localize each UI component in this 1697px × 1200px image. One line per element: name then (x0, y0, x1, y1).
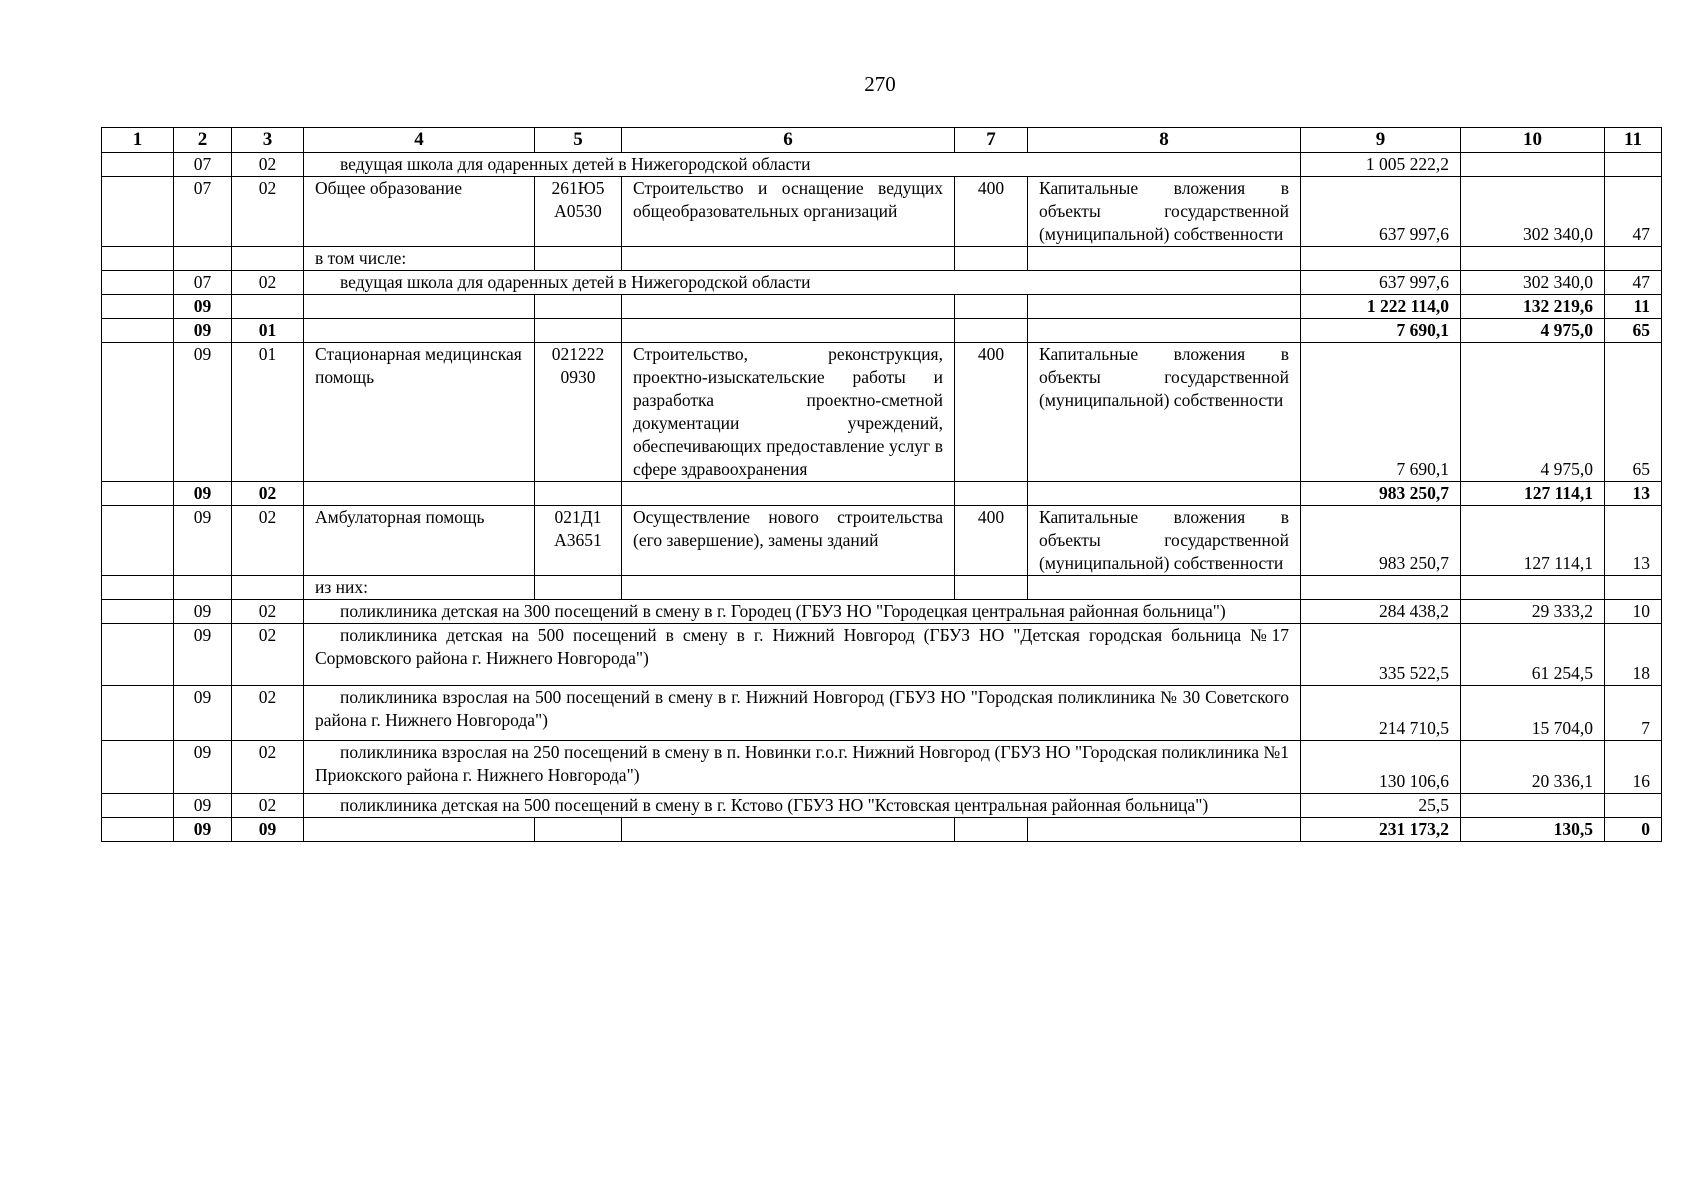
amount-col9 (1301, 576, 1461, 600)
section-code: 09 (174, 600, 232, 624)
amount-col9: 7 690,1 (1301, 343, 1461, 482)
percent-col11: 7 (1605, 686, 1662, 741)
target-article-name: Строительство и оснащение ведущих общеобразовательных организаций (622, 177, 955, 247)
section-code: 09 (174, 818, 232, 842)
subsection-code: 02 (232, 741, 304, 794)
subsection-code: 02 (232, 482, 304, 506)
expense-type-code: 400 (955, 506, 1028, 576)
amount-col9: 335 522,5 (1301, 624, 1461, 686)
section-code: 09 (174, 624, 232, 686)
expense-type-code: 400 (955, 343, 1028, 482)
percent-col11 (1605, 794, 1662, 818)
target-article-name (622, 319, 955, 343)
col-header: 7 (955, 128, 1028, 153)
amount-col9: 284 438,2 (1301, 600, 1461, 624)
percent-col11: 0 (1605, 818, 1662, 842)
target-article-code (535, 576, 622, 600)
subsection-name: Стационарная медицинская помощь (304, 343, 535, 482)
percent-col11 (1605, 153, 1662, 177)
amount-col9: 637 997,6 (1301, 271, 1461, 295)
section-code: 09 (174, 343, 232, 482)
table-row (102, 794, 1662, 818)
header-row (102, 128, 1662, 153)
target-article-name (622, 247, 955, 271)
target-article-code (535, 247, 622, 271)
table-row (102, 247, 1662, 271)
section-code: 09 (174, 482, 232, 506)
amount-col10 (1461, 576, 1605, 600)
table-row (102, 506, 1662, 576)
table-row (102, 686, 1662, 741)
percent-col11: 16 (1605, 741, 1662, 794)
target-article-code: 021222 0930 (535, 343, 622, 482)
object-name: поликлиника взрослая на 250 посещений в смену в п. Новинки г.о.г. Нижний Новгород (ГБУЗ НО "Городская поликлиника №1 Приокского района г. Нижнего Новгорода") (304, 741, 1301, 794)
amount-col9: 637 997,6 (1301, 177, 1461, 247)
object-name: поликлиника взрослая на 500 посещений в смену в г. Нижний Новгород (ГБУЗ НО "Городская поликлиника № 30 Советского района г. Нижнего Новгорода") (304, 686, 1301, 741)
amount-col9: 231 173,2 (1301, 818, 1461, 842)
percent-col11: 13 (1605, 506, 1662, 576)
target-article-code: 261Ю5 А0530 (535, 177, 622, 247)
section-code (174, 576, 232, 600)
percent-col11: 65 (1605, 319, 1662, 343)
section-code: 09 (174, 794, 232, 818)
table-row (102, 343, 1662, 482)
percent-col11: 47 (1605, 177, 1662, 247)
amount-col9: 1 222 114,0 (1301, 295, 1461, 319)
expense-type-code (955, 482, 1028, 506)
expense-type-name (1028, 576, 1301, 600)
table-row (102, 576, 1662, 600)
subsection-code: 02 (232, 794, 304, 818)
object-name: поликлиника детская на 500 посещений в смену в г. Нижний Новгород (ГБУЗ НО "Детская городская больница №17 Сормовского района г. Нижнего Новгорода") (304, 624, 1301, 686)
subsection-name: в том числе: (304, 247, 535, 271)
expense-type-name (1028, 247, 1301, 271)
target-article-name: Осуществление нового строительства (его завершение), замены зданий (622, 506, 955, 576)
expense-type-name (1028, 319, 1301, 343)
expense-type-code (955, 247, 1028, 271)
percent-col11 (1605, 576, 1662, 600)
section-code: 07 (174, 177, 232, 247)
section-code: 07 (174, 153, 232, 177)
amount-col9: 1 005 222,2 (1301, 153, 1461, 177)
amount-col9: 25,5 (1301, 794, 1461, 818)
amount-col10 (1461, 794, 1605, 818)
amount-col9: 983 250,7 (1301, 482, 1461, 506)
expense-type-code (955, 295, 1028, 319)
page-number: 270 (864, 72, 896, 96)
col-header: 4 (304, 128, 535, 153)
section-code: 09 (174, 506, 232, 576)
amount-col10: 132 219,6 (1461, 295, 1605, 319)
target-article-code (535, 319, 622, 343)
object-name: ведущая школа для одаренных детей в Нижегородской области (304, 153, 1301, 177)
subsection-name (304, 319, 535, 343)
table-row (102, 600, 1662, 624)
amount-col9 (1301, 247, 1461, 271)
expense-type-name: Капитальные вложения в объекты государственной (муниципальной) собственности (1028, 177, 1301, 247)
subsection-name (304, 818, 535, 842)
table-row (102, 624, 1662, 686)
col-header: 5 (535, 128, 622, 153)
subsection-code: 02 (232, 506, 304, 576)
section-code: 09 (174, 686, 232, 741)
section-code: 09 (174, 295, 232, 319)
table-row-total (102, 482, 1662, 506)
amount-col9: 130 106,6 (1301, 741, 1461, 794)
section-code: 09 (174, 319, 232, 343)
table-row (102, 741, 1662, 794)
col-header: 3 (232, 128, 304, 153)
col-header: 8 (1028, 128, 1301, 153)
target-article-code (535, 818, 622, 842)
col-header: 9 (1301, 128, 1461, 153)
subsection-code: 01 (232, 343, 304, 482)
percent-col11: 11 (1605, 295, 1662, 319)
target-article-code: 021Д1 А3651 (535, 506, 622, 576)
amount-col9: 214 710,5 (1301, 686, 1461, 741)
expense-type-code: 400 (955, 177, 1028, 247)
col-header: 10 (1461, 128, 1605, 153)
expense-type-name (1028, 295, 1301, 319)
expense-type-code (955, 319, 1028, 343)
subsection-name (304, 295, 535, 319)
col-header: 6 (622, 128, 955, 153)
amount-col10: 61 254,5 (1461, 624, 1605, 686)
target-article-name (622, 295, 955, 319)
amount-col10 (1461, 153, 1605, 177)
table-row (102, 177, 1662, 247)
expense-type-name (1028, 482, 1301, 506)
subsection-code: 02 (232, 271, 304, 295)
subsection-code: 02 (232, 177, 304, 247)
subsection-code: 02 (232, 153, 304, 177)
amount-col9: 983 250,7 (1301, 506, 1461, 576)
amount-col10: 15 704,0 (1461, 686, 1605, 741)
percent-col11: 65 (1605, 343, 1662, 482)
subsection-code: 09 (232, 818, 304, 842)
section-code (174, 247, 232, 271)
object-name: поликлиника детская на 500 посещений в смену в г. Кстово (ГБУЗ НО "Кстовская центральная районная больница") (304, 794, 1301, 818)
target-article-name (622, 482, 955, 506)
target-article-name: Строительство, реконструкция, проектно-изыскательские работы и разработка проектно-сметной документации учреждений, обеспечивающих предоставление услуг в сфере здравоохранения (622, 343, 955, 482)
amount-col10: 20 336,1 (1461, 741, 1605, 794)
amount-col10: 127 114,1 (1461, 506, 1605, 576)
percent-col11: 13 (1605, 482, 1662, 506)
subsection-code (232, 295, 304, 319)
amount-col10 (1461, 247, 1605, 271)
target-article-code (535, 295, 622, 319)
subsection-code: 02 (232, 600, 304, 624)
subsection-code: 02 (232, 624, 304, 686)
table-row-total (102, 818, 1662, 842)
amount-col10: 29 333,2 (1461, 600, 1605, 624)
budget-table (101, 127, 1662, 842)
amount-col10: 302 340,0 (1461, 177, 1605, 247)
subsection-code: 02 (232, 686, 304, 741)
col-header: 2 (174, 128, 232, 153)
table-row (102, 271, 1662, 295)
section-code: 07 (174, 271, 232, 295)
target-article-name (622, 576, 955, 600)
amount-col10: 4 975,0 (1461, 319, 1605, 343)
subsection-name: из них: (304, 576, 535, 600)
expense-type-code (955, 576, 1028, 600)
subsection-name (304, 482, 535, 506)
object-name: ведущая школа для одаренных детей в Нижегородской области (304, 271, 1301, 295)
table-row (102, 153, 1662, 177)
percent-col11 (1605, 247, 1662, 271)
subsection-name: Амбулаторная помощь (304, 506, 535, 576)
amount-col10: 302 340,0 (1461, 271, 1605, 295)
amount-col10: 127 114,1 (1461, 482, 1605, 506)
expense-type-code (955, 818, 1028, 842)
percent-col11: 10 (1605, 600, 1662, 624)
section-code: 09 (174, 741, 232, 794)
expense-type-name (1028, 818, 1301, 842)
expense-type-name: Капитальные вложения в объекты государственной (муниципальной) собственности (1028, 506, 1301, 576)
target-article-name (622, 818, 955, 842)
col-header: 11 (1605, 128, 1662, 153)
amount-col9: 7 690,1 (1301, 319, 1461, 343)
subsection-code: 01 (232, 319, 304, 343)
table-row-total (102, 295, 1662, 319)
percent-col11: 18 (1605, 624, 1662, 686)
subsection-code (232, 576, 304, 600)
subsection-name: Общее образование (304, 177, 535, 247)
target-article-code (535, 482, 622, 506)
amount-col10: 4 975,0 (1461, 343, 1605, 482)
table-row-total (102, 319, 1662, 343)
percent-col11: 47 (1605, 271, 1662, 295)
amount-col10: 130,5 (1461, 818, 1605, 842)
subsection-code (232, 247, 304, 271)
expense-type-name: Капитальные вложения в объекты государственной (муниципальной) собственности (1028, 343, 1301, 482)
col-header: 1 (102, 128, 174, 153)
object-name: поликлиника детская на 300 посещений в смену в г. Городец (ГБУЗ НО "Городецкая центральная районная больница") (304, 600, 1301, 624)
